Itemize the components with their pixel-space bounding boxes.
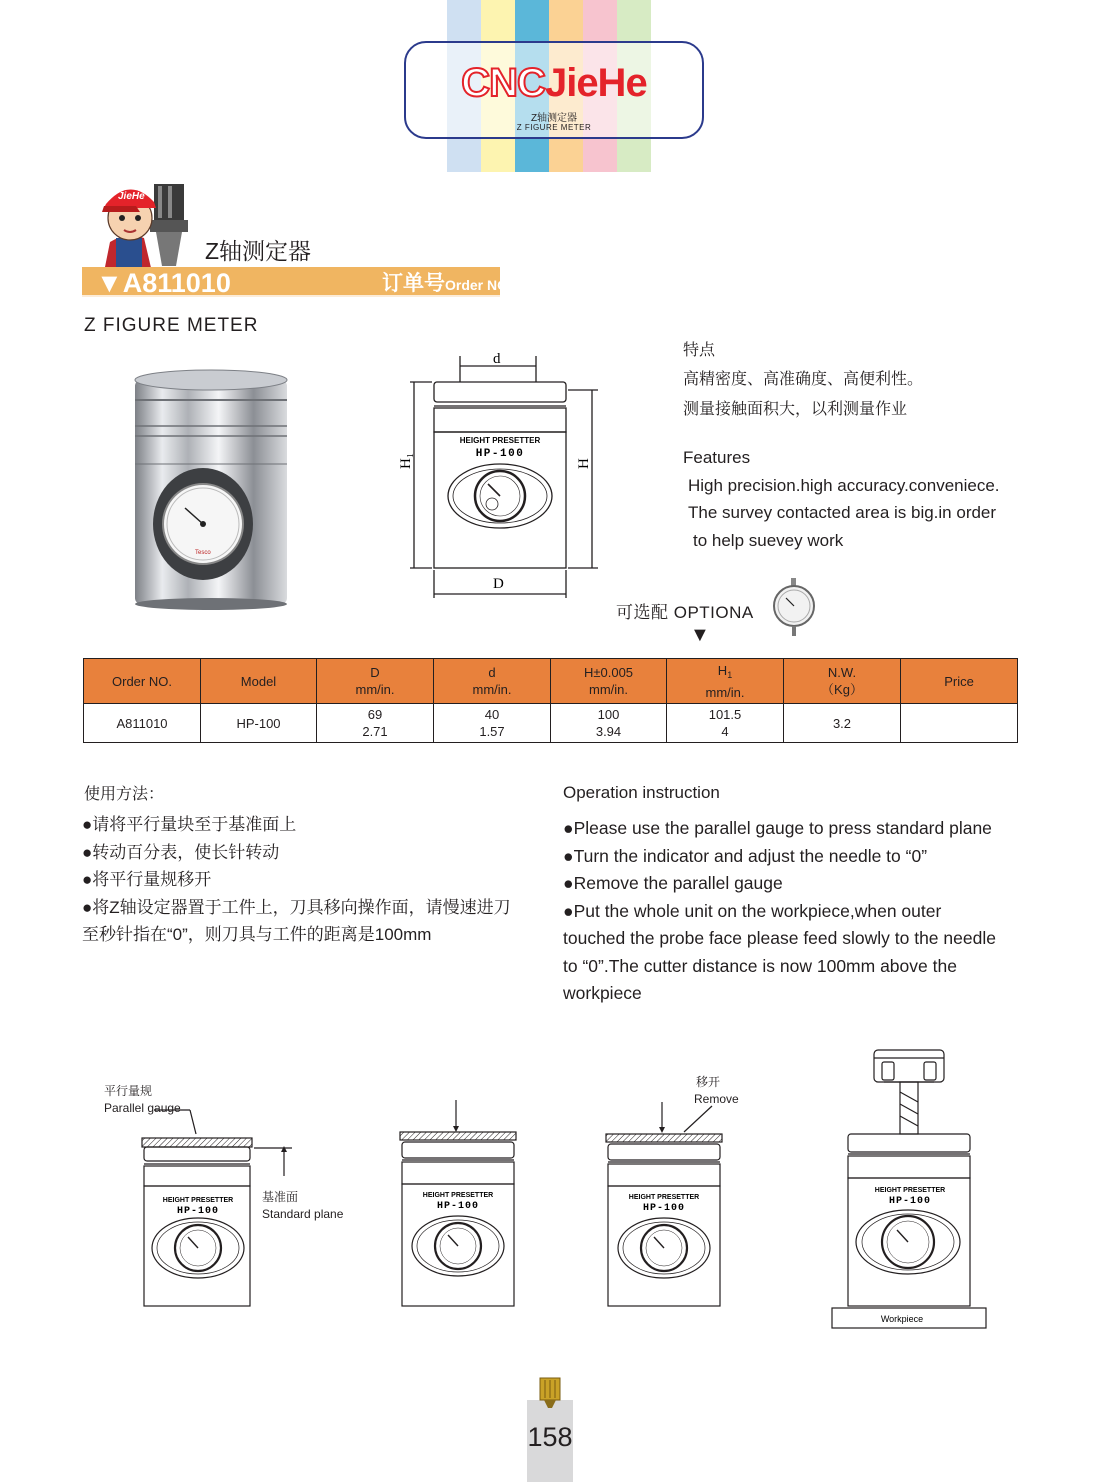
instructions-title-en: Operation instruction: [563, 783, 720, 802]
instruction-en-line: workpiece: [563, 983, 642, 1003]
header-unit: mm/in.: [705, 684, 745, 700]
order-code: ▼A811010: [96, 268, 231, 298]
device-line1: HEIGHT PRESETTER: [628, 1194, 700, 1201]
instruction-cn-line: ●将Z轴设定器置于工件上，刀具移向操作面，请慢速进刀: [82, 897, 511, 917]
standard-plane-label-en: Standard plane: [262, 1207, 344, 1221]
order-label-en: Order NO.: [445, 277, 512, 293]
order-label-cn: 订单号: [382, 272, 445, 295]
header-cell: [434, 659, 551, 704]
table-cell: [551, 704, 667, 743]
feature-en-line: High precision.high accuracy.conveniece.: [688, 476, 1000, 495]
device-line1: HEIGHT PRESETTER: [459, 436, 541, 445]
table-cell: [667, 704, 784, 743]
header-cell: [784, 659, 901, 704]
table-header-row: [84, 659, 1018, 704]
feature-cn-line: 高精密度、高准确度、高便利性。: [683, 371, 924, 388]
dim-D-label: D: [493, 576, 504, 592]
step4-illustration: [828, 1046, 990, 1332]
workpiece-label: Workpiece: [880, 1314, 924, 1324]
header-text: D: [370, 665, 380, 680]
brand-logo: [404, 41, 704, 139]
instruction-en-line: ●Put the whole unit on the workpiece,when outer: [563, 900, 942, 921]
feature-en-line: The survey contacted area is big.in order: [688, 503, 997, 522]
table-cell: [84, 704, 201, 743]
page-number: 158: [527, 1422, 573, 1452]
device-line1: HEIGHT PRESETTER: [162, 1197, 234, 1204]
step3-illustration: [602, 1100, 726, 1310]
cell-value-mm: 40: [484, 707, 500, 722]
dial-indicator-icon: [770, 578, 818, 638]
device-line2: HP-100: [888, 1196, 932, 1207]
instructions-cn: [82, 811, 552, 949]
svg-text:Tesco: Tesco: [195, 550, 211, 556]
device-line1: HEIGHT PRESETTER: [874, 1187, 946, 1194]
header-cell: [551, 659, 667, 704]
device-line2: HP-100: [475, 448, 525, 460]
cell-value-in: 4: [721, 724, 729, 739]
order-label: [382, 270, 512, 299]
header-text: d: [488, 665, 496, 680]
cell-value-mm: 100: [597, 707, 620, 722]
cell-value-in: 2.71: [362, 724, 388, 739]
header-unit: mm/in.: [355, 682, 395, 697]
mascot-cap-text: JieHe: [118, 191, 145, 202]
device-line1: HEIGHT PRESETTER: [422, 1192, 494, 1199]
product-title-cn: Z轴测定器: [205, 238, 312, 264]
instruction-cn-line: ●请将平行量块至于基准面上: [82, 815, 297, 834]
header-unit: mm/in.: [589, 682, 628, 697]
remove-label-cn: 移开: [696, 1075, 721, 1089]
instructions-title-cn: 使用方法：: [84, 786, 165, 803]
dim-H-label: H: [576, 458, 592, 469]
instruction-cn-line: ●将平行量规移开: [82, 870, 212, 889]
optional-label: 可选配 OPTIONA: [616, 603, 754, 622]
instruction-cn-line: 至秒针指在“0”，则刀具与工件的距离是100mm: [82, 925, 432, 944]
standard-plane-label-cn: 基准面: [262, 1190, 299, 1204]
header-cell: [84, 659, 201, 704]
header-cell: [667, 659, 784, 704]
step2-illustration: [396, 1100, 520, 1310]
header-subscript: 1: [727, 669, 733, 680]
logo-subtitle-cn: Z轴测定器: [530, 113, 578, 124]
instruction-en-line: touched the probe face please feed slowly to the needle: [563, 928, 996, 948]
optional-arrow-icon: ▼: [690, 624, 710, 646]
spec-table: [83, 658, 1018, 743]
header-unit: （Kg）: [821, 682, 863, 697]
table-cell: [434, 704, 551, 743]
instruction-en-line: ●Turn the indicator and adjust the needle to “0”: [563, 845, 928, 866]
product-subtitle: Z FIGURE METER: [84, 315, 259, 336]
dim-d-label: d: [493, 351, 501, 367]
dimension-drawing: [392, 344, 606, 602]
header-cell: [201, 659, 317, 704]
feature-cn-line: 测量接触面积大，以利测量作业: [683, 401, 908, 418]
instructions-en: [563, 815, 1033, 1008]
features-title-en: Features: [683, 448, 751, 467]
cell-value: A811010: [116, 715, 168, 731]
device-line2: HP-100: [176, 1206, 220, 1217]
cell-value: 3.2: [832, 715, 852, 731]
remove-label-en: Remove: [694, 1092, 739, 1106]
header-cell: [317, 659, 434, 704]
cell-value-in: 3.94: [595, 724, 622, 739]
brand-wordmark: [406, 61, 702, 106]
parallel-gauge-label-en: Parallel gauge: [104, 1101, 181, 1115]
parallel-gauge-label-cn: 平行量规: [104, 1084, 153, 1098]
cell-value-mm: 69: [367, 707, 383, 722]
product-photo: [133, 366, 289, 610]
mascot-small-icon: [536, 1376, 564, 1408]
instruction-cn-line: ●转动百分表，使长针转动: [82, 842, 280, 862]
header-text: Order NO.: [112, 673, 172, 689]
cell-value-mm: 101.5: [708, 707, 742, 722]
table-cell: [317, 704, 434, 743]
logo-subtitle-en: Z FIGURE METER: [516, 123, 592, 132]
brand-jiehe: JieHe: [544, 61, 647, 105]
header-text: Model: [240, 673, 277, 689]
dim-H1-label: H₁: [398, 452, 414, 469]
header-unit: mm/in.: [472, 682, 512, 697]
table-cell: [201, 704, 317, 743]
header-cell: [901, 659, 1018, 704]
device-line2: HP-100: [436, 1201, 480, 1212]
table-row: [84, 704, 1018, 743]
instruction-en-line: ●Please use the parallel gauge to press standard plane: [563, 818, 992, 838]
header-text: N.W.: [827, 665, 857, 680]
features-title-cn: 特点: [683, 342, 716, 359]
device-line2: HP-100: [642, 1203, 686, 1214]
header-text: Price: [944, 673, 974, 689]
header-text: H: [717, 662, 728, 678]
mascot-icon: [96, 176, 196, 272]
header-text: H±0.005: [583, 665, 634, 680]
brand-cnc: CNC: [461, 61, 545, 105]
instruction-en-line: ●Remove the parallel gauge: [563, 873, 783, 893]
table-cell: [784, 704, 901, 743]
cell-value: HP-100: [236, 715, 281, 731]
table-cell: [901, 704, 1018, 743]
instruction-en-line: to “0”.The cutter distance is now 100mm above the: [563, 955, 957, 976]
feature-en-line: to help suevey work: [693, 531, 844, 550]
cell-value-in: 1.57: [479, 724, 505, 739]
